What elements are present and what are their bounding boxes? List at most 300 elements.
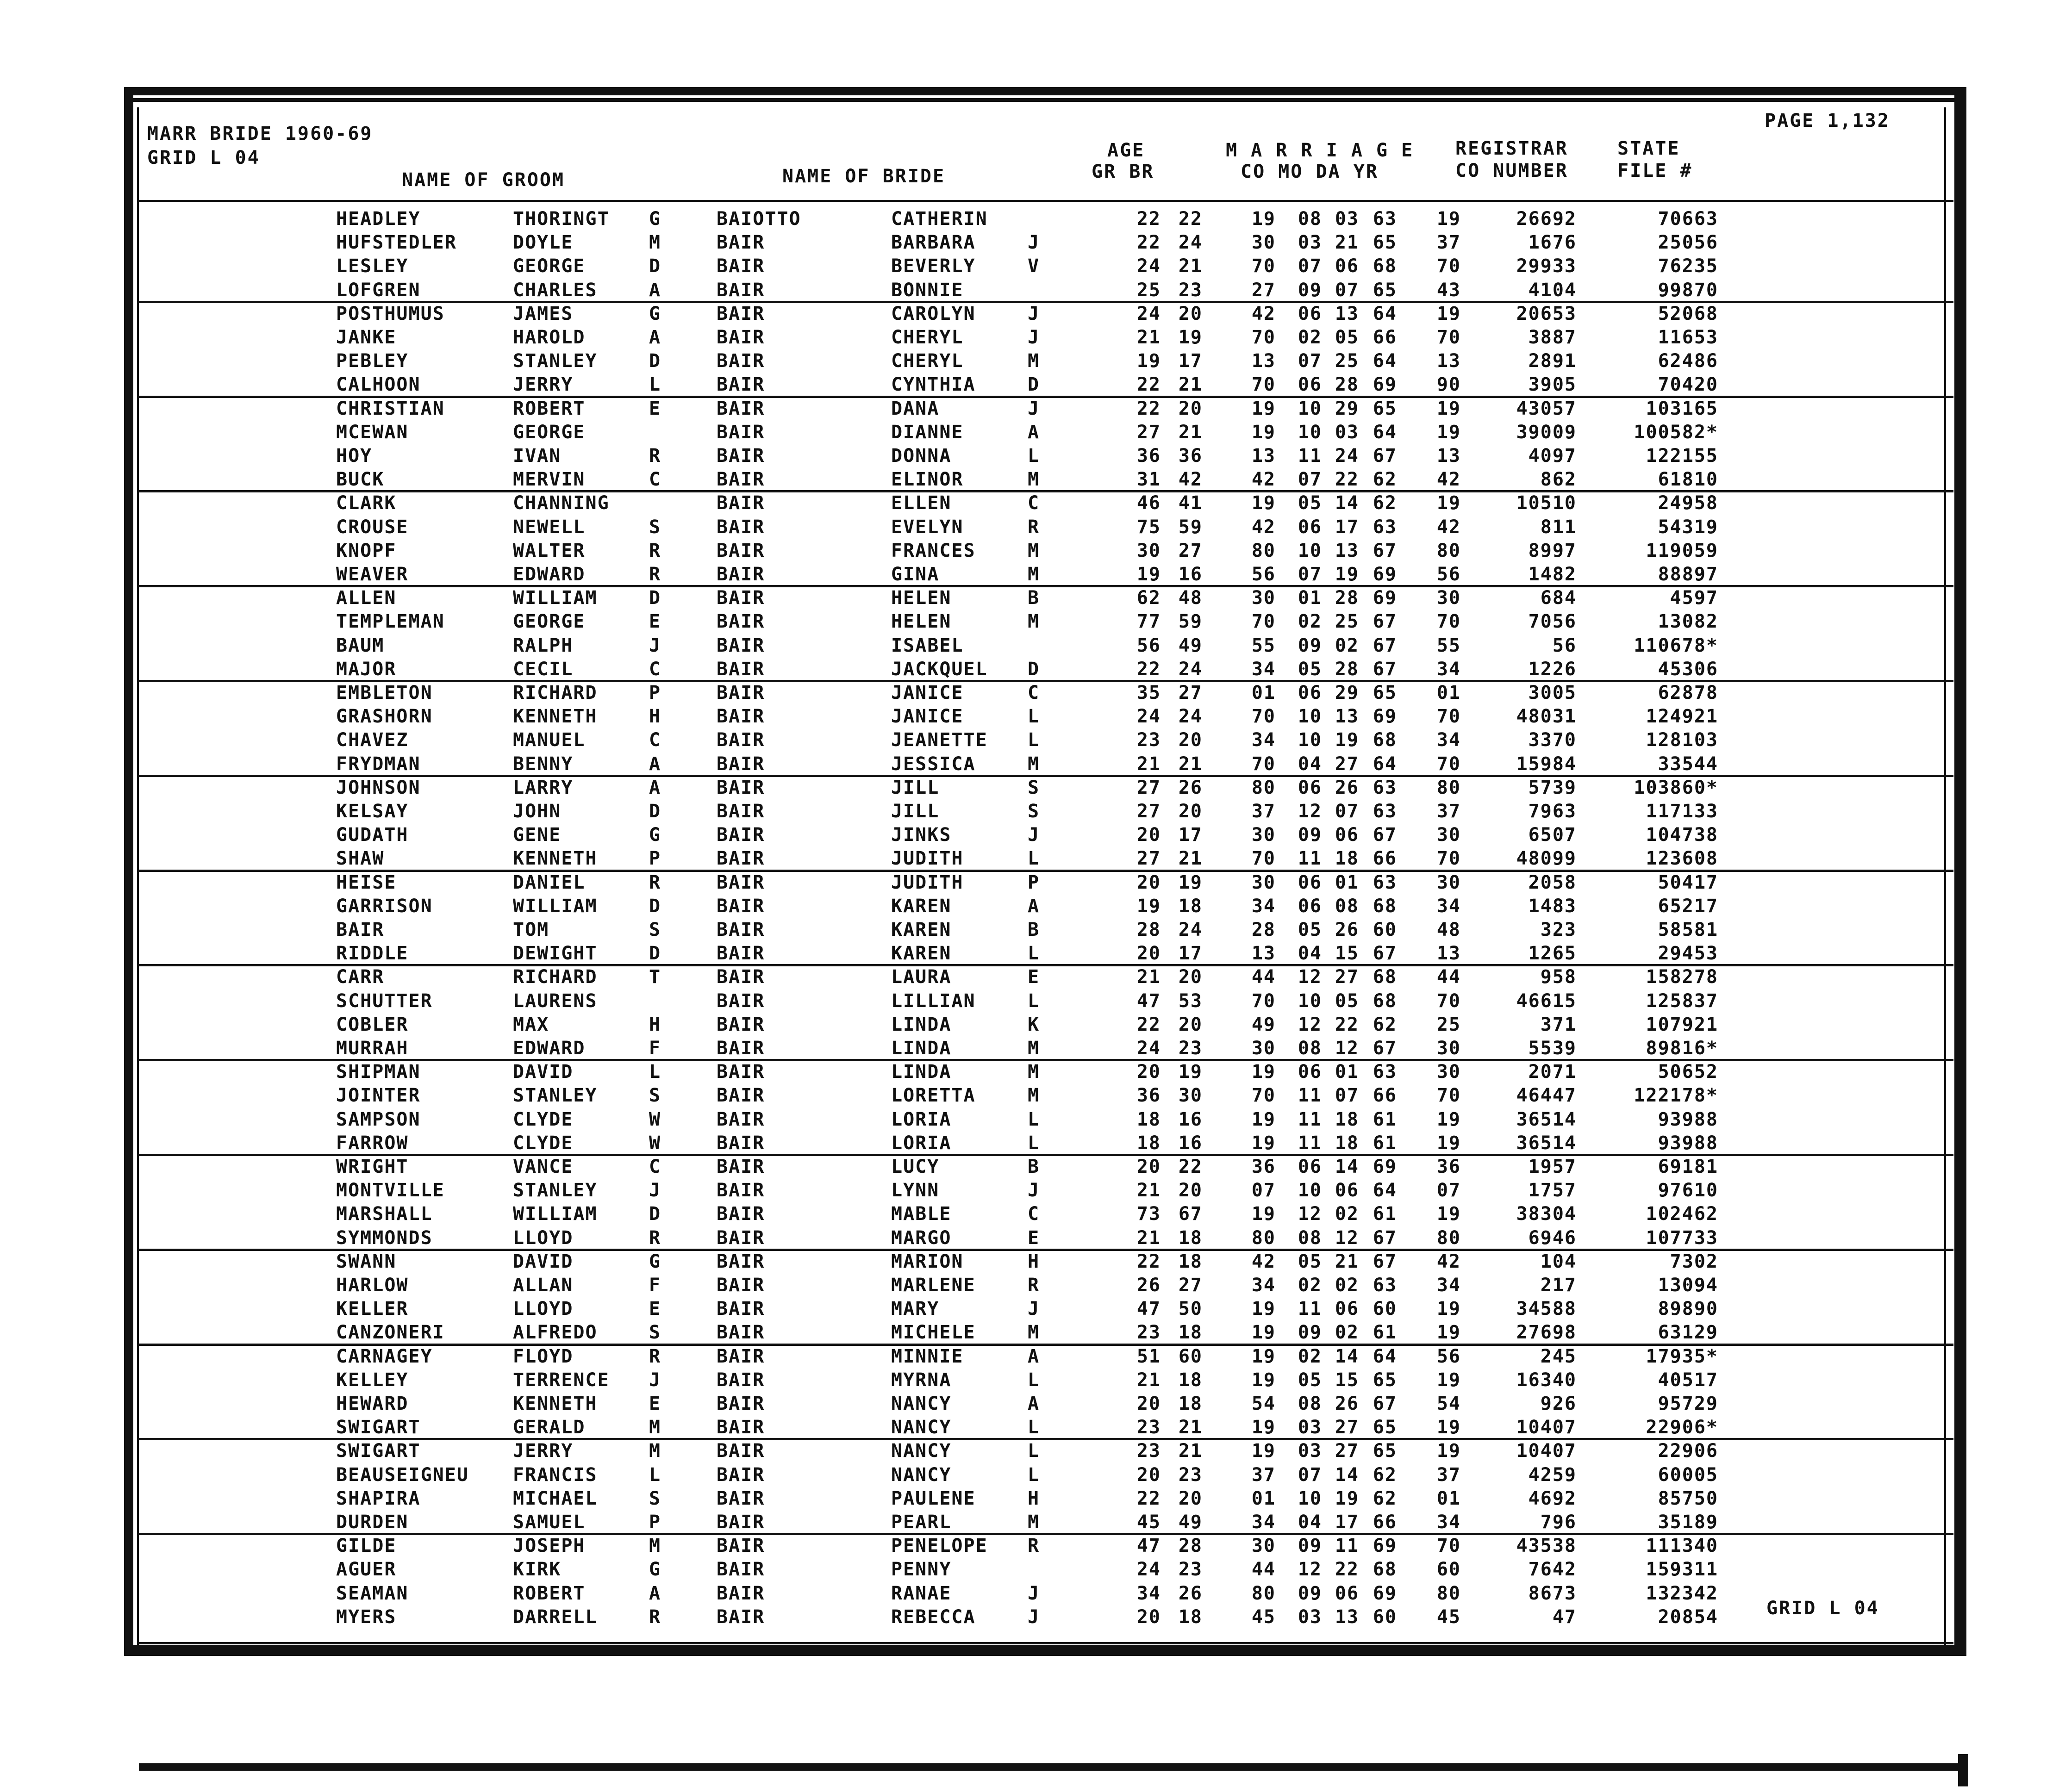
groom-initial-cell: H xyxy=(649,1014,661,1035)
marriage-year-cell: 63 xyxy=(1373,777,1397,798)
bride-last-cell: BAIR xyxy=(717,374,765,396)
groom-initial-cell: F xyxy=(649,1275,661,1296)
groom-initial-cell: P xyxy=(649,848,661,870)
registrar-county-cell: 19 xyxy=(1436,492,1461,514)
column-header-marriage: M A R R I A G E xyxy=(1226,140,1414,161)
age-groom-cell: 22 xyxy=(1136,1487,1161,1509)
age-bride-cell: 18 xyxy=(1178,1251,1203,1272)
bride-last-cell: BAIR xyxy=(717,729,765,751)
marriage-day-cell: 19 xyxy=(1335,564,1359,585)
registrar-county-cell: 80 xyxy=(1436,777,1461,798)
bride-first-cell: CAROLYN xyxy=(891,303,976,324)
age-bride-cell: 59 xyxy=(1178,611,1203,633)
age-groom-cell: 35 xyxy=(1136,682,1161,703)
bride-first-cell: LORIA xyxy=(891,1108,952,1130)
bride-initial-cell: L xyxy=(1028,1369,1040,1391)
groom-initial-cell: A xyxy=(649,279,661,301)
state-file-number-cell: 20854 xyxy=(1658,1606,1718,1628)
age-bride-cell: 17 xyxy=(1178,943,1203,964)
registrar-number-cell: 2891 xyxy=(1528,350,1577,372)
groom-last-cell: DURDEN xyxy=(336,1512,409,1533)
age-groom-cell: 28 xyxy=(1136,919,1161,940)
bride-initial-cell: L xyxy=(1028,848,1040,870)
groom-first-cell: STANLEY xyxy=(513,1085,598,1107)
groom-last-cell: FRYDMAN xyxy=(336,753,421,775)
marriage-year-cell: 65 xyxy=(1373,398,1397,419)
bride-first-cell: JANICE xyxy=(891,706,964,728)
bride-last-cell: BAIR xyxy=(717,658,765,680)
groom-last-cell: GILDE xyxy=(336,1535,397,1557)
marriage-year-cell: 67 xyxy=(1373,1393,1397,1414)
state-file-number-cell: 107921 xyxy=(1646,1014,1718,1035)
age-bride-cell: 24 xyxy=(1178,232,1203,254)
marriage-month-cell: 03 xyxy=(1298,1417,1322,1438)
table-row xyxy=(0,1202,2059,1226)
age-bride-cell: 21 xyxy=(1178,421,1203,443)
marriage-year-cell: 69 xyxy=(1373,1535,1397,1557)
marriage-day-cell: 02 xyxy=(1335,1203,1359,1225)
table-row xyxy=(0,279,2059,302)
age-bride-cell: 17 xyxy=(1178,350,1203,372)
age-groom-cell: 21 xyxy=(1136,1369,1161,1391)
marriage-county-cell: 34 xyxy=(1251,729,1276,751)
state-file-number-cell: 103860* xyxy=(1634,777,1718,798)
groom-first-cell: RALPH xyxy=(513,635,574,656)
state-file-number-cell: 103165 xyxy=(1646,398,1718,419)
groom-initial-cell: D xyxy=(649,350,661,372)
marriage-county-cell: 42 xyxy=(1251,303,1276,324)
groom-last-cell: EMBLETON xyxy=(336,682,433,703)
bride-last-cell: BAIR xyxy=(717,1251,765,1272)
bride-first-cell: LUCY xyxy=(891,1156,940,1177)
registrar-number-cell: 4259 xyxy=(1528,1464,1577,1486)
state-file-number-cell: 159311 xyxy=(1646,1559,1718,1580)
marriage-day-cell: 01 xyxy=(1335,1061,1359,1083)
state-file-number-cell: 33544 xyxy=(1658,753,1718,775)
marriage-month-cell: 09 xyxy=(1298,1535,1322,1557)
marriage-day-cell: 15 xyxy=(1335,1369,1359,1391)
state-file-number-cell: 107733 xyxy=(1646,1227,1718,1249)
age-bride-cell: 18 xyxy=(1178,895,1203,917)
state-file-number-cell: 40517 xyxy=(1658,1369,1718,1391)
marriage-day-cell: 12 xyxy=(1335,1038,1359,1059)
state-file-number-cell: 69181 xyxy=(1658,1156,1718,1177)
bride-last-cell: BAIR xyxy=(717,1487,765,1509)
groom-first-cell: LAURENS xyxy=(513,990,598,1012)
marriage-county-cell: 37 xyxy=(1251,801,1276,822)
marriage-year-cell: 69 xyxy=(1373,564,1397,585)
state-file-number-cell: 100582* xyxy=(1634,421,1718,443)
bride-last-cell: BAIR xyxy=(717,1108,765,1130)
marriage-county-cell: 19 xyxy=(1251,1061,1276,1083)
bride-first-cell: JANICE xyxy=(891,682,964,703)
marriage-year-cell: 67 xyxy=(1373,824,1397,846)
marriage-county-cell: 70 xyxy=(1251,1085,1276,1107)
age-groom-cell: 27 xyxy=(1136,848,1161,870)
marriage-year-cell: 62 xyxy=(1373,1464,1397,1486)
marriage-county-cell: 80 xyxy=(1251,540,1276,561)
groom-last-cell: KELLEY xyxy=(336,1369,409,1391)
registrar-number-cell: 36514 xyxy=(1516,1132,1577,1154)
age-bride-cell: 19 xyxy=(1178,327,1203,348)
marriage-year-cell: 65 xyxy=(1373,1440,1397,1462)
bride-last-cell: BAIR xyxy=(717,1132,765,1154)
age-bride-cell: 49 xyxy=(1178,1512,1203,1533)
bride-initial-cell: V xyxy=(1028,255,1040,277)
registrar-number-cell: 47 xyxy=(1552,1606,1577,1628)
marriage-month-cell: 06 xyxy=(1298,777,1322,798)
age-groom-cell: 24 xyxy=(1136,255,1161,277)
state-file-number-cell: 65217 xyxy=(1658,895,1718,917)
table-row xyxy=(0,326,2059,349)
groom-initial-cell: S xyxy=(649,516,661,538)
groom-last-cell: SWANN xyxy=(336,1251,397,1272)
marriage-day-cell: 11 xyxy=(1335,1535,1359,1557)
bride-last-cell: BAIR xyxy=(717,469,765,491)
bride-initial-cell: S xyxy=(1028,777,1040,798)
bride-first-cell: RANAE xyxy=(891,1582,952,1604)
groom-first-cell: WILLIAM xyxy=(513,1203,598,1225)
marriage-month-cell: 10 xyxy=(1298,1180,1322,1201)
registrar-county-cell: 25 xyxy=(1436,1014,1461,1035)
age-groom-cell: 19 xyxy=(1136,350,1161,372)
marriage-month-cell: 03 xyxy=(1298,1606,1322,1628)
bride-first-cell: DIANNE xyxy=(891,421,964,443)
bride-first-cell: KAREN xyxy=(891,943,952,964)
age-bride-cell: 21 xyxy=(1178,1440,1203,1462)
table-row xyxy=(0,1013,2059,1036)
table-row xyxy=(0,895,2059,918)
registrar-county-cell: 70 xyxy=(1436,990,1461,1012)
groom-last-cell: ALLEN xyxy=(336,587,397,609)
groom-first-cell: ALFREDO xyxy=(513,1322,598,1344)
table-row xyxy=(0,1060,2059,1083)
registrar-number-cell: 1757 xyxy=(1528,1180,1577,1201)
marriage-year-cell: 60 xyxy=(1373,1298,1397,1320)
groom-first-cell: GEORGE xyxy=(513,421,586,443)
bride-last-cell: BAIR xyxy=(717,1014,765,1035)
marriage-day-cell: 02 xyxy=(1335,635,1359,656)
marriage-year-cell: 65 xyxy=(1373,1417,1397,1438)
groom-initial-cell: G xyxy=(649,824,661,846)
marriage-day-cell: 27 xyxy=(1335,753,1359,775)
bride-last-cell: BAIR xyxy=(717,966,765,988)
registrar-number-cell: 3005 xyxy=(1528,682,1577,703)
marriage-month-cell: 10 xyxy=(1298,540,1322,561)
age-groom-cell: 22 xyxy=(1136,1014,1161,1035)
table-row xyxy=(0,516,2059,539)
table-row xyxy=(0,610,2059,633)
groom-last-cell: WRIGHT xyxy=(336,1156,409,1177)
bride-initial-cell: C xyxy=(1028,682,1040,703)
registrar-county-cell: 19 xyxy=(1436,303,1461,324)
bride-initial-cell: L xyxy=(1028,990,1040,1012)
bride-last-cell: BAIR xyxy=(717,327,765,348)
marriage-month-cell: 02 xyxy=(1298,1345,1322,1367)
bride-initial-cell: M xyxy=(1028,1322,1040,1344)
bride-last-cell: BAIR xyxy=(717,753,765,775)
groom-first-cell: RICHARD xyxy=(513,966,598,988)
bride-initial-cell: M xyxy=(1028,753,1040,775)
bride-last-cell: BAIR xyxy=(717,919,765,940)
marriage-county-cell: 19 xyxy=(1251,208,1276,230)
age-groom-cell: 34 xyxy=(1136,1582,1161,1604)
state-file-number-cell: 117133 xyxy=(1646,801,1718,822)
bride-last-cell: BAIR xyxy=(717,1322,765,1344)
registrar-number-cell: 1265 xyxy=(1528,943,1577,964)
marriage-year-cell: 62 xyxy=(1373,492,1397,514)
groom-last-cell: SHAW xyxy=(336,848,385,870)
registrar-number-cell: 217 xyxy=(1540,1275,1577,1296)
groom-first-cell: JOSEPH xyxy=(513,1535,586,1557)
marriage-day-cell: 02 xyxy=(1335,1322,1359,1344)
marriage-day-cell: 17 xyxy=(1335,516,1359,538)
bride-first-cell: BEVERLY xyxy=(891,255,976,277)
age-groom-cell: 20 xyxy=(1136,871,1161,893)
registrar-county-cell: 70 xyxy=(1436,1535,1461,1557)
age-groom-cell: 62 xyxy=(1136,587,1161,609)
groom-initial-cell: D xyxy=(649,587,661,609)
marriage-year-cell: 66 xyxy=(1373,1085,1397,1107)
groom-last-cell: GARRISON xyxy=(336,895,433,917)
marriage-county-cell: 19 xyxy=(1251,421,1276,443)
age-groom-cell: 31 xyxy=(1136,469,1161,491)
table-row xyxy=(0,800,2059,823)
marriage-year-cell: 62 xyxy=(1373,469,1397,491)
groom-last-cell: HEWARD xyxy=(336,1393,409,1414)
registrar-number-cell: 46615 xyxy=(1516,990,1577,1012)
bride-initial-cell: R xyxy=(1028,516,1040,538)
marriage-month-cell: 05 xyxy=(1298,492,1322,514)
registrar-number-cell: 3370 xyxy=(1528,729,1577,751)
bride-first-cell: LINDA xyxy=(891,1014,952,1035)
groom-first-cell: HAROLD xyxy=(513,327,586,348)
page-number: PAGE 1,132 xyxy=(1765,110,1890,131)
marriage-month-cell: 06 xyxy=(1298,895,1322,917)
bride-first-cell: NANCY xyxy=(891,1417,952,1438)
marriage-year-cell: 64 xyxy=(1373,303,1397,324)
registrar-number-cell: 1483 xyxy=(1528,895,1577,917)
marriage-county-cell: 56 xyxy=(1251,564,1276,585)
age-groom-cell: 73 xyxy=(1136,1203,1161,1225)
groom-last-cell: SWIGART xyxy=(336,1440,421,1462)
bride-initial-cell: P xyxy=(1028,871,1040,893)
table-row xyxy=(0,705,2059,728)
state-file-number-cell: 29453 xyxy=(1658,943,1718,964)
bride-initial-cell: J xyxy=(1028,303,1040,324)
bride-last-cell: BAIR xyxy=(717,1180,765,1201)
age-groom-cell: 22 xyxy=(1136,374,1161,396)
bride-initial-cell: M xyxy=(1028,469,1040,491)
marriage-year-cell: 60 xyxy=(1373,1606,1397,1628)
marriage-year-cell: 65 xyxy=(1373,1369,1397,1391)
groom-initial-cell: E xyxy=(649,611,661,633)
bride-first-cell: MICHELE xyxy=(891,1322,976,1344)
age-bride-cell: 22 xyxy=(1178,1156,1203,1177)
marriage-month-cell: 04 xyxy=(1298,753,1322,775)
marriage-year-cell: 61 xyxy=(1373,1132,1397,1154)
table-row xyxy=(0,373,2059,396)
bride-first-cell: JILL xyxy=(891,777,940,798)
marriage-county-cell: 13 xyxy=(1251,445,1276,467)
registrar-county-cell: 34 xyxy=(1436,658,1461,680)
table-row xyxy=(0,1297,2059,1320)
age-bride-cell: 21 xyxy=(1178,1417,1203,1438)
bride-initial-cell: R xyxy=(1028,1275,1040,1296)
groom-last-cell: FARROW xyxy=(336,1132,409,1154)
marriage-day-cell: 25 xyxy=(1335,611,1359,633)
state-file-number-cell: 102462 xyxy=(1646,1203,1718,1225)
bride-initial-cell: J xyxy=(1028,327,1040,348)
marriage-year-cell: 63 xyxy=(1373,208,1397,230)
bride-initial-cell: L xyxy=(1028,706,1040,728)
registrar-county-cell: 34 xyxy=(1436,895,1461,917)
bride-first-cell: JUDITH xyxy=(891,848,964,870)
marriage-month-cell: 02 xyxy=(1298,1275,1322,1296)
state-file-number-cell: 24958 xyxy=(1658,492,1718,514)
marriage-year-cell: 65 xyxy=(1373,279,1397,301)
groom-initial-cell: D xyxy=(649,255,661,277)
registrar-number-cell: 104 xyxy=(1540,1251,1577,1272)
age-bride-cell: 23 xyxy=(1178,1038,1203,1059)
groom-first-cell: NEWELL xyxy=(513,516,586,538)
age-bride-cell: 21 xyxy=(1178,374,1203,396)
registrar-county-cell: 01 xyxy=(1436,682,1461,703)
marriage-day-cell: 18 xyxy=(1335,1108,1359,1130)
marriage-month-cell: 06 xyxy=(1298,1156,1322,1177)
age-groom-cell: 26 xyxy=(1136,1275,1161,1296)
marriage-county-cell: 19 xyxy=(1251,1417,1276,1438)
groom-initial-cell: G xyxy=(649,303,661,324)
age-bride-cell: 23 xyxy=(1178,1559,1203,1580)
groom-last-cell: HOY xyxy=(336,445,373,467)
age-bride-cell: 21 xyxy=(1178,753,1203,775)
groom-first-cell: MANUEL xyxy=(513,729,586,751)
registrar-county-cell: 37 xyxy=(1436,801,1461,822)
state-file-number-cell: 111340 xyxy=(1646,1535,1718,1557)
registrar-number-cell: 6507 xyxy=(1528,824,1577,846)
marriage-county-cell: 19 xyxy=(1251,1345,1276,1367)
groom-first-cell: BENNY xyxy=(513,753,574,775)
marriage-month-cell: 01 xyxy=(1298,587,1322,609)
bride-last-cell: BAIR xyxy=(717,1345,765,1367)
groom-initial-cell: C xyxy=(649,658,661,680)
groom-initial-cell: S xyxy=(649,1487,661,1509)
bride-initial-cell: E xyxy=(1028,966,1040,988)
age-bride-cell: 50 xyxy=(1178,1298,1203,1320)
age-bride-cell: 17 xyxy=(1178,824,1203,846)
registrar-number-cell: 26692 xyxy=(1516,208,1577,230)
bride-first-cell: BONNIE xyxy=(891,279,964,301)
marriage-day-cell: 03 xyxy=(1335,208,1359,230)
groom-initial-cell: T xyxy=(649,966,661,988)
age-bride-cell: 22 xyxy=(1178,208,1203,230)
age-groom-cell: 24 xyxy=(1136,303,1161,324)
age-bride-cell: 20 xyxy=(1178,966,1203,988)
age-groom-cell: 20 xyxy=(1136,1606,1161,1628)
bride-initial-cell: J xyxy=(1028,1180,1040,1201)
groom-initial-cell: G xyxy=(649,208,661,230)
table-row xyxy=(0,776,2059,799)
groom-initial-cell: R xyxy=(649,871,661,893)
marriage-year-cell: 68 xyxy=(1373,729,1397,751)
registrar-number-cell: 56 xyxy=(1552,635,1577,656)
marriage-day-cell: 13 xyxy=(1335,303,1359,324)
marriage-month-cell: 05 xyxy=(1298,658,1322,680)
marriage-month-cell: 07 xyxy=(1298,469,1322,491)
state-file-number-cell: 13094 xyxy=(1658,1275,1718,1296)
registrar-county-cell: 70 xyxy=(1436,753,1461,775)
marriage-day-cell: 26 xyxy=(1335,1393,1359,1414)
header-rule xyxy=(139,200,1953,202)
groom-last-cell: SWIGART xyxy=(336,1417,421,1438)
age-bride-cell: 21 xyxy=(1178,848,1203,870)
registrar-county-cell: 19 xyxy=(1436,1440,1461,1462)
marriage-day-cell: 06 xyxy=(1335,1298,1359,1320)
marriage-month-cell: 02 xyxy=(1298,327,1322,348)
registrar-number-cell: 10510 xyxy=(1516,492,1577,514)
registrar-county-cell: 19 xyxy=(1436,1369,1461,1391)
bride-first-cell: MABLE xyxy=(891,1203,952,1225)
groom-first-cell: CLYDE xyxy=(513,1108,574,1130)
age-bride-cell: 18 xyxy=(1178,1322,1203,1344)
bride-initial-cell: J xyxy=(1028,1606,1040,1628)
age-groom-cell: 75 xyxy=(1136,516,1161,538)
marriage-day-cell: 27 xyxy=(1335,966,1359,988)
registrar-number-cell: 1957 xyxy=(1528,1156,1577,1177)
age-bride-cell: 20 xyxy=(1178,801,1203,822)
state-file-number-cell: 110678* xyxy=(1634,635,1718,656)
marriage-county-cell: 70 xyxy=(1251,706,1276,728)
table-row xyxy=(0,1439,2059,1462)
bride-initial-cell: S xyxy=(1028,801,1040,822)
bride-first-cell: PENELOPE xyxy=(891,1535,988,1557)
table-row xyxy=(0,468,2059,491)
marriage-county-cell: 19 xyxy=(1251,492,1276,514)
registrar-county-cell: 34 xyxy=(1436,729,1461,751)
bride-first-cell: MYRNA xyxy=(891,1369,952,1391)
marriage-month-cell: 08 xyxy=(1298,1038,1322,1059)
age-groom-cell: 36 xyxy=(1136,1085,1161,1107)
groom-last-cell: JANKE xyxy=(336,327,397,348)
bride-first-cell: ISABEL xyxy=(891,635,964,656)
bride-initial-cell: C xyxy=(1028,492,1040,514)
groom-first-cell: JERRY xyxy=(513,374,574,396)
state-file-number-cell: 95729 xyxy=(1658,1393,1718,1414)
groom-first-cell: WILLIAM xyxy=(513,895,598,917)
marriage-year-cell: 63 xyxy=(1373,1275,1397,1296)
groom-initial-cell: H xyxy=(649,706,661,728)
state-file-number-cell: 62878 xyxy=(1658,682,1718,703)
registrar-county-cell: 34 xyxy=(1436,1275,1461,1296)
groom-first-cell: ROBERT xyxy=(513,1582,586,1604)
table-row xyxy=(0,1226,2059,1250)
bride-initial-cell: L xyxy=(1028,729,1040,751)
bride-first-cell: LAURA xyxy=(891,966,952,988)
marriage-day-cell: 22 xyxy=(1335,1559,1359,1580)
age-bride-cell: 26 xyxy=(1178,1582,1203,1604)
registrar-number-cell: 8673 xyxy=(1528,1582,1577,1604)
next-page-frame-corner xyxy=(1958,1754,1968,1786)
registrar-number-cell: 926 xyxy=(1540,1393,1577,1414)
marriage-year-cell: 69 xyxy=(1373,1156,1397,1177)
age-bride-cell: 23 xyxy=(1178,1464,1203,1486)
registrar-number-cell: 43057 xyxy=(1516,398,1577,419)
state-file-number-cell: 123608 xyxy=(1646,848,1718,870)
marriage-day-cell: 14 xyxy=(1335,492,1359,514)
age-groom-cell: 46 xyxy=(1136,492,1161,514)
bride-last-cell: BAIR xyxy=(717,777,765,798)
